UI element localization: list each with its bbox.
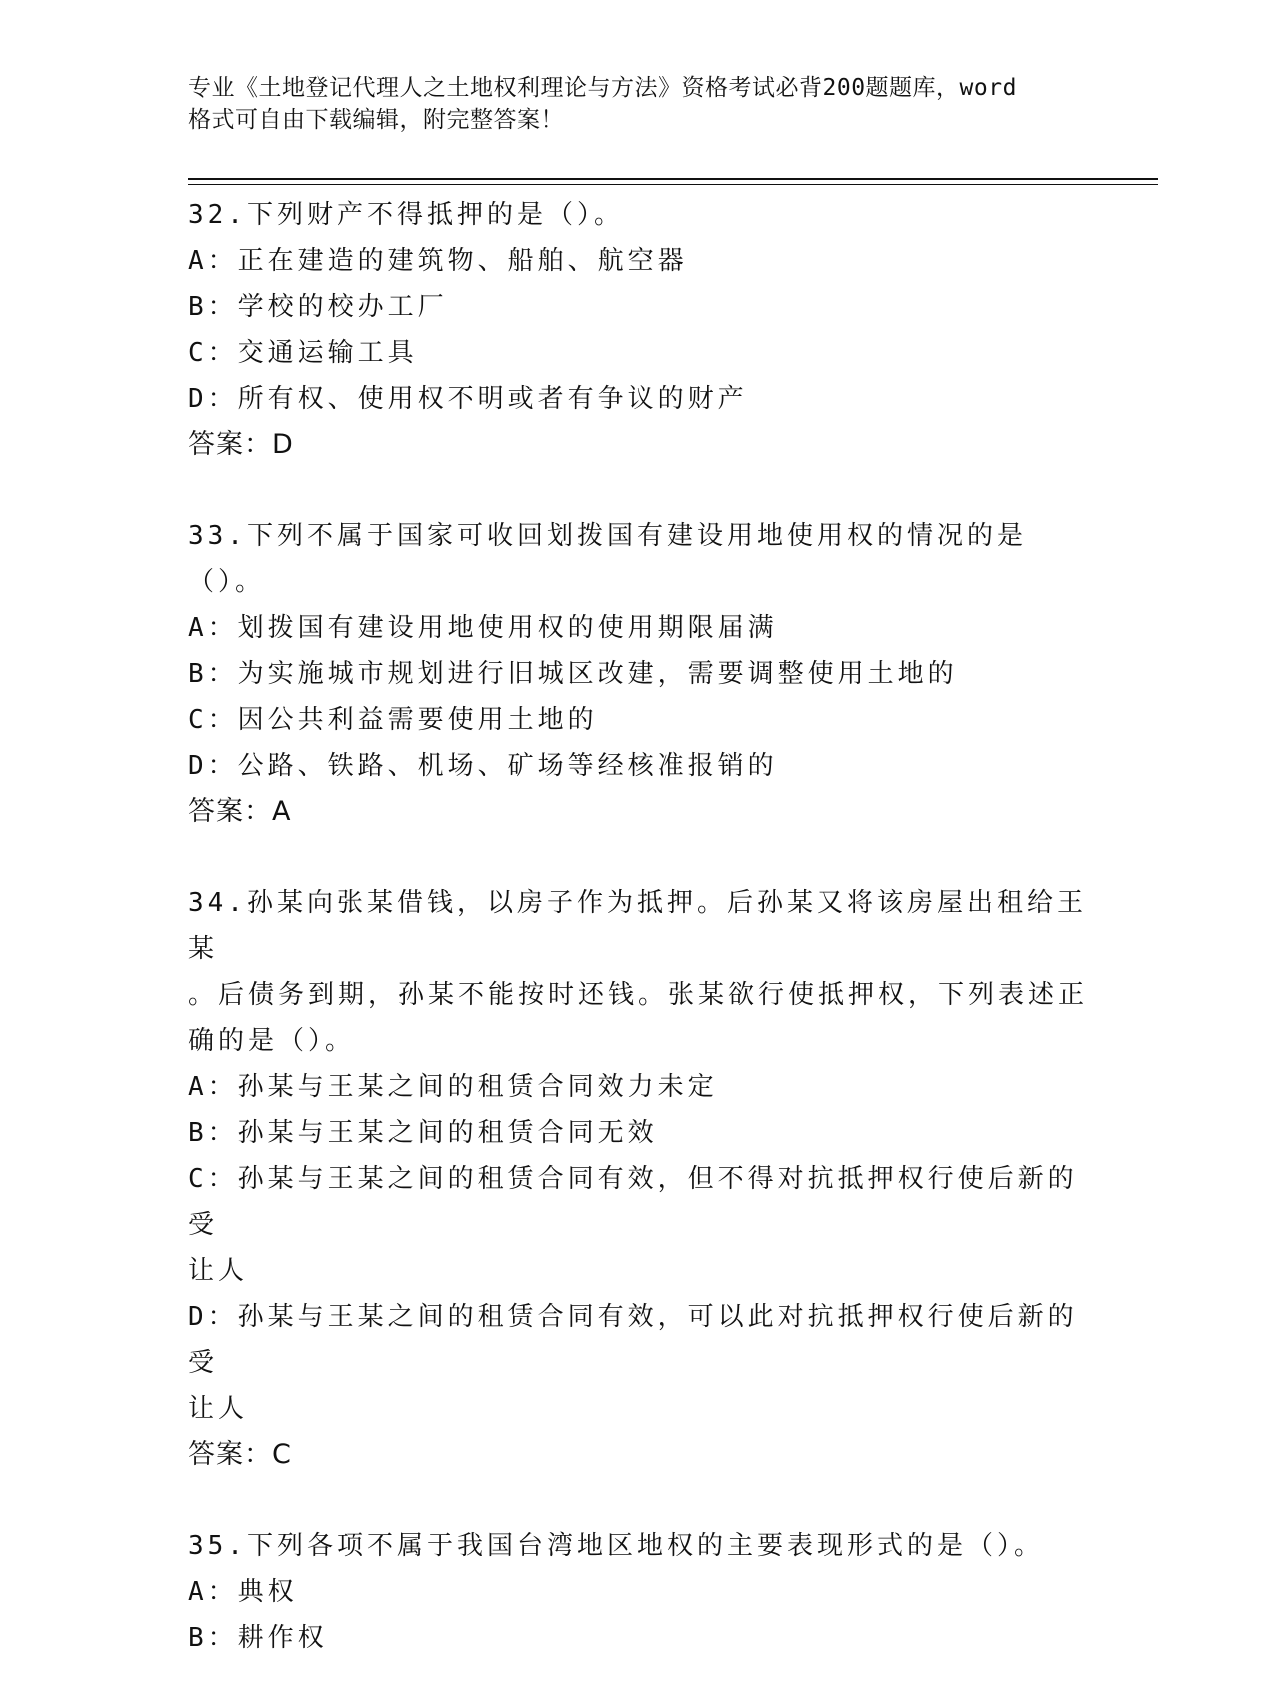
question-35	[188, 1523, 1088, 1661]
answer: 答案：D	[188, 429, 294, 460]
question-list	[188, 192, 1088, 1706]
question-34	[188, 880, 1088, 1478]
option-d: D：所有权、使用权不明或者有争议的财产	[188, 384, 748, 414]
document-header	[188, 72, 1088, 136]
answer: 答案：A	[188, 796, 292, 827]
question-32	[188, 192, 1088, 468]
option-d-line-1: D：孙某与王某之间的租赁合同有效，可以此对抗抵押权行使后新的受	[188, 1302, 1078, 1378]
question-stem-line-3: 确的是（）。	[188, 1026, 356, 1056]
option-c-line-1: C：孙某与王某之间的租赁合同有效，但不得对抗抵押权行使后新的受	[188, 1164, 1078, 1240]
question-stem: 33.下列不属于国家可收回划拨国有建设用地使用权的情况的是（）。	[188, 521, 1027, 597]
option-c-line-2: 让人	[188, 1256, 249, 1286]
option-b: B：为实施城市规划进行旧城区改建，需要调整使用土地的	[188, 659, 958, 689]
header-divider-thin	[188, 184, 1158, 185]
option-d: D：公路、铁路、机场、矿场等经核准报销的	[188, 751, 778, 781]
option-d-line-2: 让人	[188, 1394, 249, 1424]
option-a: A：典权	[188, 1577, 298, 1607]
question-stem-line-1: 34.孙某向张某借钱，以房子作为抵押。后孙某又将该房屋出租给王某	[188, 888, 1087, 964]
option-c: C：因公共利益需要使用土地的	[188, 705, 598, 735]
question-stem: 35.下列各项不属于我国台湾地区地权的主要表现形式的是（）。	[188, 1531, 1044, 1561]
option-c: C：交通运输工具	[188, 338, 418, 368]
header-line-1: 专业《土地登记代理人之土地权利理论与方法》资格考试必背200题题库，word	[188, 75, 1017, 101]
option-b: B：学校的校办工厂	[188, 292, 448, 322]
header-divider-thick	[188, 178, 1158, 180]
option-a: A：正在建造的建筑物、船舶、航空器	[188, 246, 688, 276]
header-line-2: 格式可自由下载编辑，附完整答案！	[188, 107, 564, 133]
option-b: B：耕作权	[188, 1623, 328, 1653]
option-a: A：划拨国有建设用地使用权的使用期限届满	[188, 613, 778, 643]
question-stem-line-2: 。后债务到期，孙某不能按时还钱。张某欲行使抵押权，下列表述正	[188, 980, 1089, 1010]
option-b: B：孙某与王某之间的租赁合同无效	[188, 1118, 658, 1148]
question-33	[188, 513, 1088, 835]
answer: 答案：C	[188, 1439, 292, 1470]
option-a: A：孙某与王某之间的租赁合同效力未定	[188, 1072, 718, 1102]
question-stem: 32.下列财产不得抵押的是（）。	[188, 200, 624, 230]
